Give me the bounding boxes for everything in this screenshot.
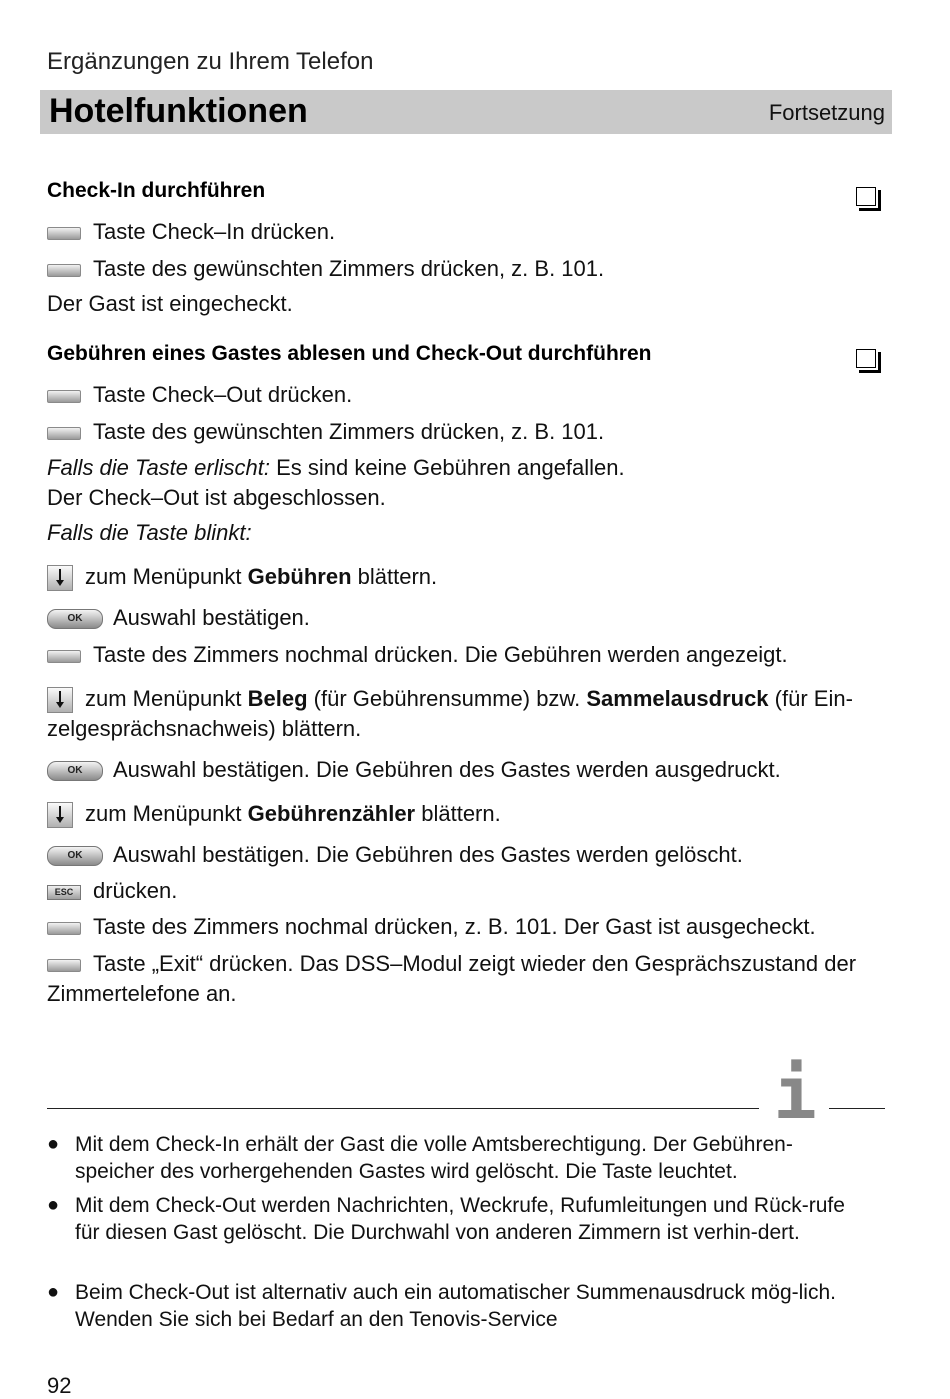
- function-key-icon: [47, 390, 81, 403]
- function-key-icon: [47, 650, 81, 663]
- info-icon: i: [773, 1051, 817, 1135]
- step-menu-zaehler: zum Menüpunkt Gebührenzähler blättern.: [47, 801, 501, 828]
- checkout-step-2: Taste des gewünschten Zimmers drücken, z. B. 101.: [47, 419, 604, 445]
- esc-key-icon: ESC: [47, 885, 81, 900]
- arrow-down-key-icon: [47, 802, 73, 828]
- step-exit: Taste „Exit“ drücken. Das DSS–Modul zeigt wieder den Gesprächszustand der Zimmertelefone an.: [47, 951, 857, 1006]
- info-divider: [829, 1108, 885, 1109]
- page-number: 92: [47, 1373, 72, 1398]
- title-bar: [40, 90, 892, 134]
- step-room-again: Taste des Zimmers nochmal drücken. Die Gebühren werden angezeigt.: [47, 642, 788, 668]
- supertitle: Ergänzungen zu Ihrem Telefon: [47, 48, 374, 75]
- bullet-icon: ●: [47, 1194, 60, 1216]
- checkin-heading: Check-In durchführen: [47, 179, 266, 202]
- checkout-step-1: Taste Check–Out drücken.: [47, 382, 352, 408]
- info-bullet: ● Beim Check-Out ist alternativ auch ein automatischer Summenausdruck mög-lich. Wenden Sie sich bei Bedarf an den Tenovis-Service: [47, 1281, 836, 1331]
- step-confirm-print: OK Auswahl bestätigen. Die Gebühren des Gastes werden ausgedruckt.: [47, 757, 781, 783]
- checkin-step-2: Taste des gewünschten Zimmers drücken, z. B. 101.: [47, 256, 604, 282]
- checkin-result: Der Gast ist eingecheckt.: [47, 291, 293, 316]
- function-key-icon: [47, 227, 81, 240]
- case-key-blink: Falls die Taste blinkt:: [47, 520, 252, 545]
- case-key-off: Falls die Taste erlischt: Es sind keine Gebühren angefallen.: [47, 455, 625, 480]
- info-bullet: ● Mit dem Check-In erhält der Gast die volle Amtsberechtigung. Der Gebühren-speicher des vorhergehenden Gastes wird gelöscht. Die Taste leuchtet.: [47, 1133, 793, 1183]
- checkout-done: Der Check–Out ist abgeschlossen.: [47, 485, 386, 510]
- step-menu-gebuehren: zum Menüpunkt Gebühren blättern.: [47, 564, 437, 591]
- ok-key-icon: OK: [47, 761, 103, 781]
- step-menu-beleg: zum Menüpunkt Beleg (für Gebührensumme) bzw. Sammelausdruck (für Ein-zelgesprächsnachweis) blättern.: [47, 686, 853, 741]
- bullet-icon: ●: [47, 1133, 60, 1155]
- checkbox-icon: [856, 187, 880, 209]
- arrow-down-key-icon: [47, 565, 73, 591]
- step-room-checkout: Taste des Zimmers nochmal drücken, z. B. 101. Der Gast ist ausgecheckt.: [47, 914, 816, 940]
- info-divider: [47, 1108, 759, 1109]
- page-title: Hotelfunktionen: [49, 92, 308, 130]
- bullet-icon: ●: [47, 1281, 60, 1303]
- ok-key-icon: OK: [47, 846, 103, 866]
- checkbox-icon: [856, 349, 880, 371]
- step-confirm-1: OK Auswahl bestätigen.: [47, 605, 310, 631]
- function-key-icon: [47, 959, 81, 972]
- function-key-icon: [47, 427, 81, 440]
- step-esc: ESC drücken.: [47, 878, 177, 904]
- ok-key-icon: OK: [47, 609, 103, 629]
- checkout-heading: Gebühren eines Gastes ablesen und Check-Out durchführen: [47, 342, 652, 365]
- info-bullet: ● Mit dem Check-Out werden Nachrichten, Weckrufe, Rufumleitungen und Rück-rufe für diesen Gast gelöscht. Die Durchwahl von anderen Zimmern ist verhin-dert.: [47, 1194, 845, 1244]
- continuation-label: Fortsetzung: [768, 100, 885, 125]
- step-confirm-delete: OK Auswahl bestätigen. Die Gebühren des Gastes werden gelöscht.: [47, 842, 743, 868]
- function-key-icon: [47, 264, 81, 277]
- arrow-down-key-icon: [47, 687, 73, 713]
- function-key-icon: [47, 922, 81, 935]
- checkin-step-1: Taste Check–In drücken.: [47, 219, 335, 245]
